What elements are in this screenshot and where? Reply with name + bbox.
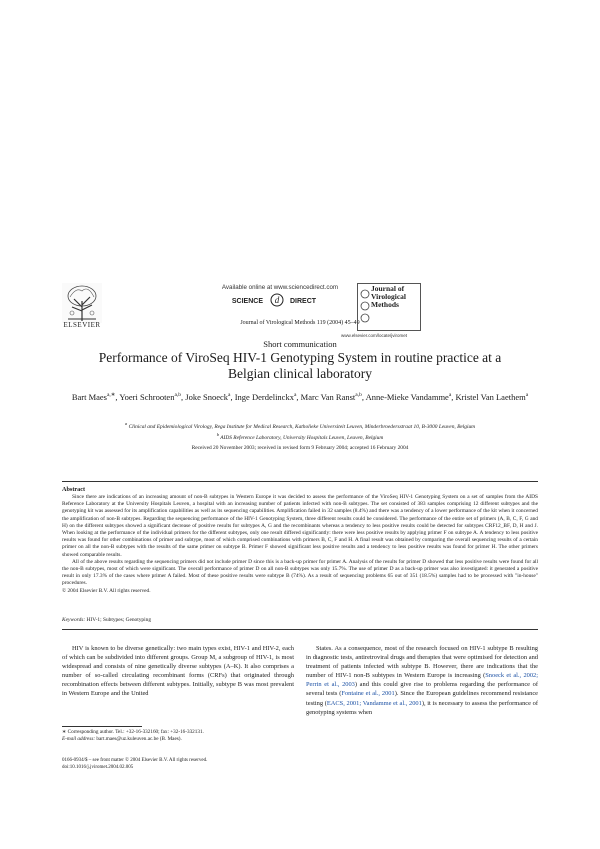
keywords-value: HIV-1; Subtypes; Genotyping xyxy=(86,617,152,623)
author-affiliation-mark: a,b xyxy=(174,392,182,398)
author xyxy=(235,392,297,402)
email-line xyxy=(62,736,294,743)
body-paragraph: HIV is known to be diverse genetically: two main types exist, HIV-1 and HIV-2, each of which can be subdivided into different groups. Group M, a subgroup of HIV-1, is most widespread and consists of nine genetically diverse subtypes (A–K). It also comprises a number of so-called circulating recombinant forms (CRFs) that originated through recombination effects between different subtypes. Initially, subtype B was most prevalent in Western Europe and the United xyxy=(62,645,294,698)
bottom-matter xyxy=(62,757,362,771)
citation-link[interactable]: Fontaine et al., 2001 xyxy=(341,690,395,698)
body-text: ) and this could give rise to problems regarding the performance of several tests ( xyxy=(306,681,538,698)
author-name: Joke Snoeck xyxy=(185,391,229,402)
journal-logo-text: Journal of Virological Methods xyxy=(371,284,406,309)
body-text: ). Since the European guidelines recommend resistance testing ( xyxy=(306,690,538,707)
author-name: Marc Van Ranst xyxy=(300,391,356,402)
divider-bottom xyxy=(62,629,538,630)
body-text: ), it is necessary to assess the performance of genotyping systems when xyxy=(306,699,538,716)
section-type: Short communication xyxy=(263,339,337,349)
svg-text:DIRECT: DIRECT xyxy=(290,298,317,305)
available-online-line: Available online at www.sciencedirect.com xyxy=(221,284,339,291)
corresponding-author: ∗ Corresponding author. Tel.: +32-16-332160; fax: +32-16-332131. xyxy=(62,729,204,735)
author xyxy=(119,392,181,402)
copyright-line: © 2004 Elsevier B.V. All rights reserved. xyxy=(62,587,151,594)
journal-reference: Journal of Virological Methods 119 (2004) 45–49 xyxy=(240,320,360,326)
author-name: Bart Maes xyxy=(71,391,107,402)
author xyxy=(185,392,230,402)
divider-top xyxy=(62,481,538,482)
email-address[interactable]: bart.maes@uz.kuleuven.ac.be (B. Maes). xyxy=(96,736,182,742)
abstract-heading: Abstract xyxy=(62,486,86,493)
footnote xyxy=(62,729,294,743)
author-name: Kristel Van Laethem xyxy=(455,391,526,402)
affiliation-b: $^b$ AIDS Reference Laboratory, University Hospitals Leuven, Leuven, Belgium xyxy=(216,431,384,441)
author xyxy=(456,392,529,402)
article-dates: Received 20 November 2003; received in revised form 9 February 2004; accepted 16 February 2004 xyxy=(191,445,409,451)
issn-line: 0166-0934/$ – see front matter © 2004 Elsevier B.V. All rights reserved. xyxy=(62,758,208,763)
article-title: Performance of ViroSeq HIV-1 Genotyping System in routine practice at a Belgian clinical laboratory xyxy=(98,350,502,381)
author xyxy=(301,392,362,402)
svg-text:SCIENCE: SCIENCE xyxy=(231,298,263,305)
body-text: States. As a consequence, most of the research focused on HIV-1 subtype B resulting in diagnostic tests, antiretroviral drugs and therapies that were optimised for detection and treatment of patients infected with subtype B. However, there are indications that the number of HIV-1 non-B subtypes in Western Europe is increasing ( xyxy=(306,645,538,680)
abstract-paragraph: All of the above results regarding the sequencing primers did not include primer D since this is a back-up primer for primer A. Analysis of the results for primer D showed that less positive results were found for all the non-B subtypes, most of which were significant. The overall performance of primer D on all non-B subtypes was only 15.7%. The use of primer D as a back-up primer was also investigated: it generated a positive result in only 17.3% of the cases where primer A failed. Most of these positive results were subtype B (74%). As a result of sequencing problems 65 out of 351 (18.5%) samples had to be processed with "in-house" procedures. xyxy=(62,558,538,587)
publisher-name: ELSEVIER xyxy=(63,321,101,329)
affiliations xyxy=(90,420,510,442)
body-paragraph xyxy=(306,644,538,717)
journal-logo-emblem xyxy=(359,286,371,326)
journal-site-url[interactable]: www.elsevier.com/locate/jviromet xyxy=(341,333,408,338)
author-name: Inge Derdelinckx xyxy=(234,391,294,402)
sciencedirect-logo xyxy=(205,293,355,307)
author-name: Anne-Mieke Vandamme xyxy=(365,391,449,402)
svg-text:d: d xyxy=(274,295,280,305)
body-right-column xyxy=(306,644,538,717)
author-affiliation-mark: a xyxy=(228,392,231,398)
affiliation-a: $^a$ Clinical and Epidemiological Virology, Rega Institute for Medical Research, Katholieke Universiteit Leuven, Minderbroedersstraat 10, B-3000 Leuven, Belgium xyxy=(124,421,476,430)
author-affiliation-mark: a,b xyxy=(355,392,362,398)
keywords-label: Keywords: xyxy=(62,617,86,623)
body-left-column xyxy=(62,644,294,699)
author-affiliation-mark: a xyxy=(448,392,452,398)
author xyxy=(72,392,116,402)
abstract-body xyxy=(62,494,538,595)
abstract-paragraph: Since there are indications of an increasing amount of non-B subtypes in Western Europe it was decided to assess the performance of the ViroSeq HIV-1 Genotyping System on a set of samples from the AIDS Reference Laboratory at the University Hospitals Leuven, a hospital with an increasing number of patients infected with non-B subtypes. The set consisted of 383 samples comprising 12 different subtypes and the genotyping kit was assessed for its amplification capabilities as well as its sequencing capabilities. Amplification failed in 32 samples (8.4%) and there was a tendency of a lower performance of the kit when it concerned the amplification of non-B subtypes. Regarding the sequencing performance of the HIV-1 Genotyping System, three different results could be considered. The performance of the entire set of primers (A, B, C, F, G and H) on the different subtypes showed a significant decrease of positive results for subtypes A, G and the recombinants whereas a tendency to less positive results could be detected for subtypes CRF12_BF, D, H and J. When looking at the performance of the individual primers for the different subtypes, only one result differed significantly: there were less positive results by applying primer F on subtype A. A tendency to less positive results was found for other combinations of primer and subtype, most of which comprised combinations with primers B, C, F and H. A final result was obtained by comparing the overall sequencing results of a certain primer on all the non-B subtypes with the results of the same primer on subtype B. Primer F showed significant less positive results and a tendency to less positive results was found for primer H. The other primers showed comparable results. xyxy=(62,494,538,558)
author-affiliation-mark: a,∗ xyxy=(106,392,116,398)
footnote-rule xyxy=(62,726,142,727)
author-list: Bart Maes$^{a,∗}$, Yoeri Schrooten$^{a,b}$, Joke Snoeck$^a$, Inge Derdelinckx$^a$, Marc Van Ranst$^{a,b}$, Anne-Mieke Vandamme$^a$, Kristel Van Laethem$^a$ xyxy=(71,391,529,402)
email-label: E-mail address: xyxy=(62,736,96,742)
citation-link[interactable]: EACS, 2001; Vandamme et al., 2001 xyxy=(326,699,422,707)
elsevier-tree-logo xyxy=(62,283,102,323)
author xyxy=(366,392,452,402)
doi-line[interactable]: doi:10.1016/j.jviromet.2004.02.005 xyxy=(62,765,134,770)
keywords xyxy=(62,617,538,623)
citation-link[interactable]: Snoeck et al., 2002; Perrin et al., 2003 xyxy=(306,672,539,689)
author-affiliation-mark: a xyxy=(293,392,297,398)
author-affiliation-mark: a xyxy=(525,392,529,398)
author-name: Yoeri Schrooten xyxy=(119,391,175,402)
